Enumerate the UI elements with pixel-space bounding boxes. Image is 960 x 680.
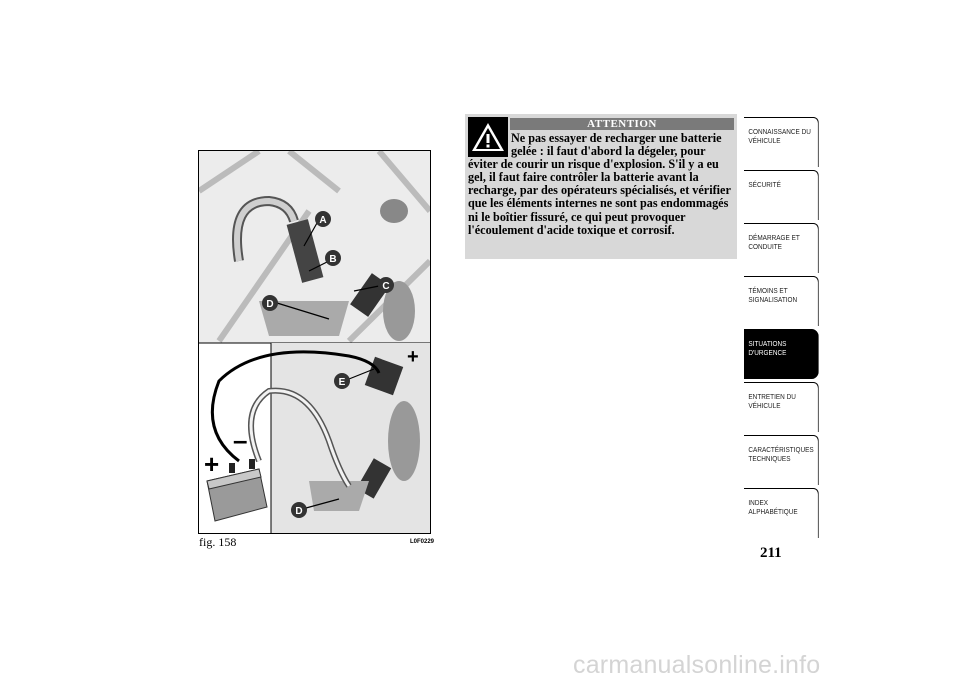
tab-situations-durgence[interactable]: SITUATIONS D'URGENCE (744, 329, 819, 379)
watermark: carmanualsonline.info (573, 651, 821, 679)
tab-demarrage-et-conduite[interactable]: DÉMARRAGE ET CONDUITE (744, 223, 819, 273)
tab-entretien-du-vehicule[interactable]: ENTRETIEN DU VÉHICULE (744, 382, 819, 432)
plus-sign-terminal: + (407, 346, 419, 368)
warning-text: Ne pas essayer de recharger une batterie gelée : il faut d'abord la dégeler, pour éviter de courir un risque d'explosion. S'il y a eu gel, il faut faire contrôler la batterie avant la recharge, par des opérateurs spécialisés, et vérifier que les éléments internes ne sont pas endommagés ni le boîtier fissuré, ce qui peut provoquer l'écoulement d'acide toxique et corrosif. (468, 131, 731, 237)
callout-d-top: D (266, 299, 274, 310)
warning-box (465, 114, 737, 259)
jump-start-illustration (198, 150, 431, 534)
callout-d-bottom: D (295, 506, 303, 517)
figure-caption: fig. 158 (199, 535, 237, 549)
page-number: 211 (760, 545, 782, 561)
callout-a: A (319, 215, 327, 226)
tab-caracteristiques-techniques[interactable]: CARACTÉRISTIQUES TECHNIQUES (744, 435, 819, 485)
warning-title: ATTENTION (510, 118, 734, 130)
minus-sign-battery: – (233, 425, 248, 455)
plus-sign-battery: + (204, 449, 220, 479)
tab-securite[interactable]: SÉCURITÉ (744, 170, 819, 220)
callout-e: E (338, 377, 346, 388)
tab-temoins-et-signalisation[interactable]: TÉMOINS ET SIGNALISATION (744, 276, 819, 326)
tab-index-alphabetique[interactable]: INDEX ALPHABÉTIQUE (744, 488, 819, 538)
chapter-tabs (744, 117, 819, 541)
tab-connaissance-du-vehicule[interactable]: CONNAISSANCE DU VÉHICULE (744, 117, 819, 167)
figure-code: L0F0229 (410, 539, 435, 545)
callout-b: B (329, 254, 337, 265)
callout-c: C (382, 281, 390, 292)
